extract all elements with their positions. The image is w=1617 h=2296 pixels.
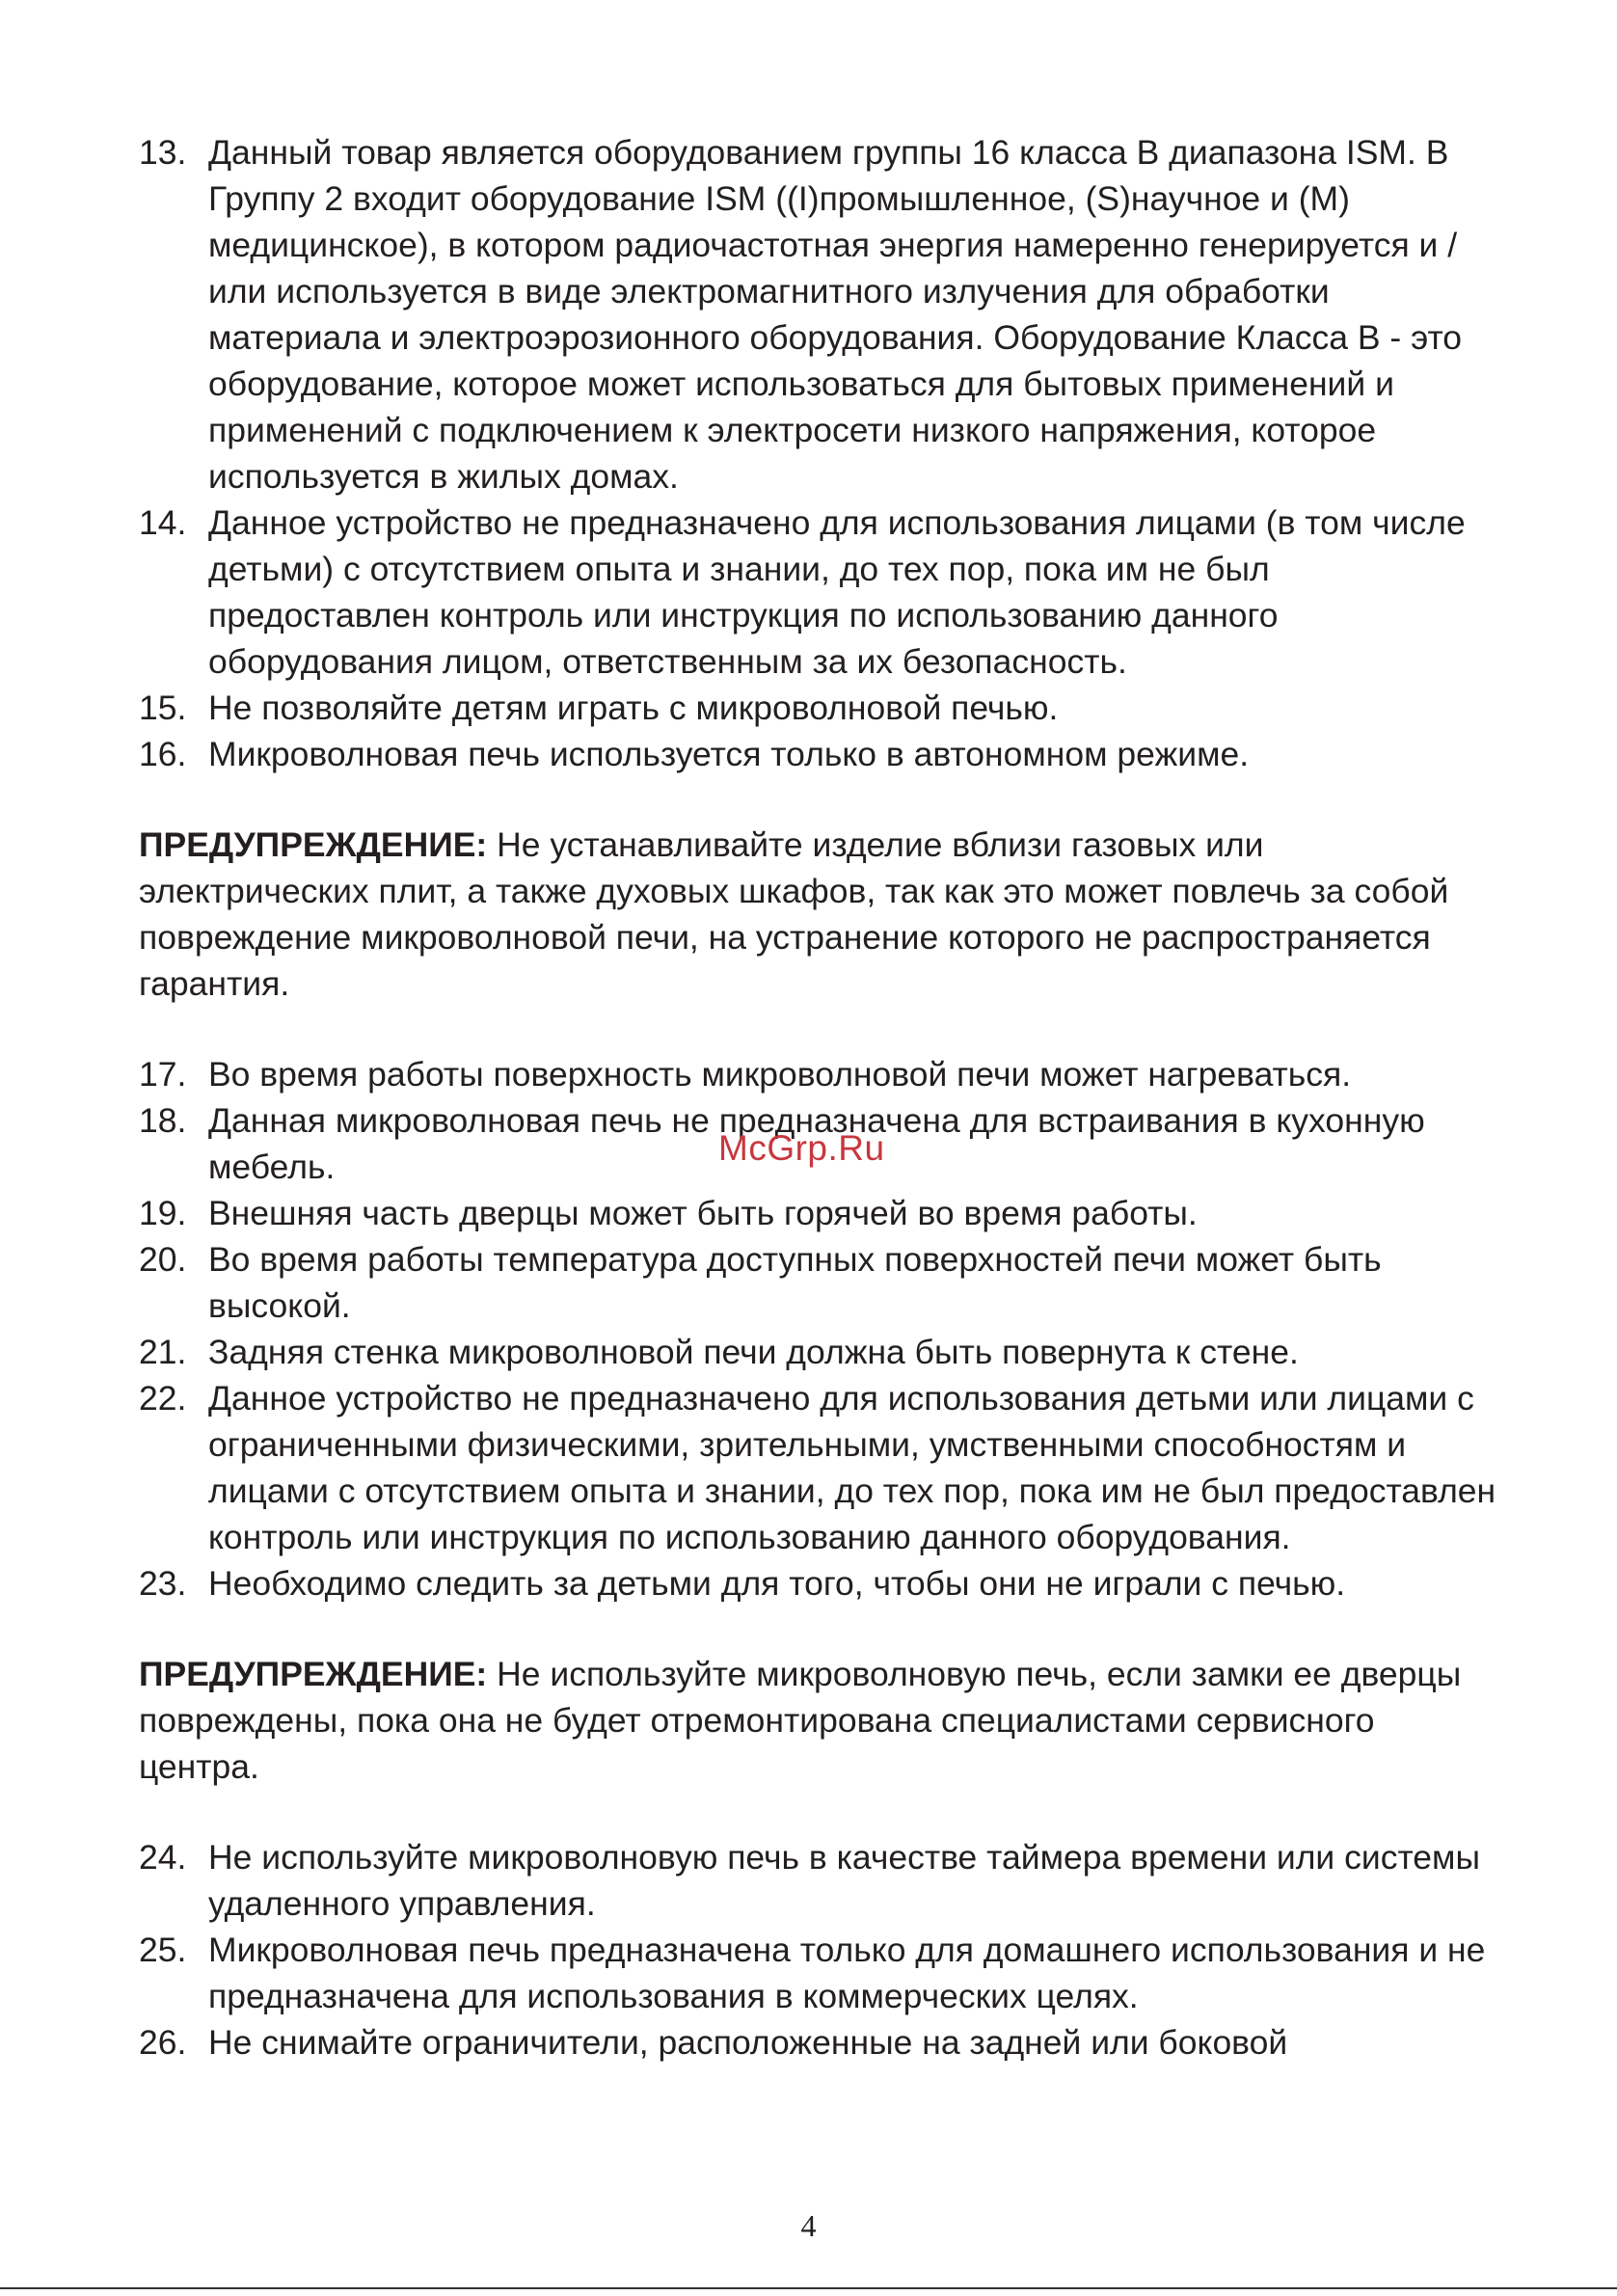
- item-text: Не используйте микроволновую печь в качестве таймера времени или системы удаленного управления.: [208, 1838, 1480, 1923]
- item-number: 24.: [139, 1838, 187, 1877]
- list-block-c: [139, 1834, 1498, 2066]
- list-item: [139, 1560, 1498, 1607]
- page-number: 4: [800, 2208, 817, 2243]
- watermark-text: McGrp.Ru: [718, 1128, 885, 1168]
- item-number: 15.: [139, 689, 187, 727]
- list-item: [139, 129, 1498, 500]
- list-item: [139, 1236, 1498, 1329]
- item-text: Не снимайте ограничители, расположенные на задней или боковой: [208, 2023, 1288, 2062]
- list-item: [139, 500, 1498, 685]
- page-content: [139, 129, 1498, 2066]
- warning-text: Не используйте микроволновую печь, если замки ее дверцы повреждены, пока она не будет отремонтирована специалистами сервисного центра.: [139, 1655, 1462, 1786]
- item-number: 20.: [139, 1240, 187, 1279]
- list-item: [139, 1375, 1498, 1560]
- list-item: [139, 1190, 1498, 1236]
- item-text: Задняя стенка микроволновой печи должна быть повернута к стене.: [208, 1333, 1299, 1371]
- item-text: Не позволяйте детям играть с микроволновой печью.: [208, 689, 1059, 727]
- item-number: 26.: [139, 2023, 187, 2062]
- list-item: [139, 2019, 1498, 2066]
- item-number: 19.: [139, 1194, 187, 1232]
- item-text: Во время работы температура доступных поверхностей печи может быть высокой.: [208, 1240, 1382, 1325]
- item-number: 13.: [139, 133, 187, 172]
- warning-label: ПРЕДУПРЕЖДЕНИЕ:: [139, 1655, 488, 1693]
- bottom-border: [0, 2287, 1617, 2289]
- warning-paragraph: [139, 1651, 1498, 1790]
- item-number: 21.: [139, 1333, 187, 1371]
- item-number: 18.: [139, 1101, 187, 1140]
- item-text: Микроволновая печь используется только в автономном режиме.: [208, 735, 1250, 773]
- item-number: 14.: [139, 503, 187, 542]
- item-text: Микроволновая печь предназначена только для домашнего использования и не предназначена для использования в коммерческих целях.: [208, 1931, 1486, 2015]
- list-block-a: [139, 129, 1498, 777]
- list-item: [139, 1927, 1498, 2019]
- warning-label: ПРЕДУПРЕЖДЕНИЕ:: [139, 825, 488, 864]
- item-number: 17.: [139, 1055, 187, 1094]
- item-number: 22.: [139, 1379, 187, 1418]
- item-text: Данная микроволновая печь не предназначена для встраивания в кухонную мебель.: [208, 1101, 1425, 1186]
- item-text: Данное устройство не предназначено для использования лицами (в том числе детьми) с отсутствием опыта и знании, до тех пор, пока им не был предоставлен контроль или инструкция по использованию данного оборудования лицом, ответственным за их безопасность.: [208, 503, 1466, 681]
- item-text: Необходимо следить за детьми для того, чтобы они не играли с печью.: [208, 1564, 1346, 1603]
- item-number: 16.: [139, 735, 187, 773]
- list-item: [139, 1051, 1498, 1097]
- item-text: Внешняя часть дверцы может быть горячей во время работы.: [208, 1194, 1198, 1232]
- item-text: Данный товар является оборудованием группы 16 класса В диапазона ISM. В Группу 2 входит оборудование ISM ((I)промышленное, (S)научное и (M) медицинское), в котором радиочастотная энергия намеренно генерируется и / или используется в виде электромагнитного излучения для обработки материала и электроэрозионного оборудования. Оборудование Класса В - это оборудование, которое может использоваться для бытовых применений и применений с подключением к электросети низкого напряжения, которое используется в жилых домах.: [208, 133, 1463, 496]
- list-item: [139, 685, 1498, 731]
- item-number: 25.: [139, 1931, 187, 1969]
- warning-text: Не устанавливайте изделие вблизи газовых или электрических плит, а также духовых шкафов, так как это может повлечь за собой повреждение микроволновой печи, на устранение которого не распространяется гарантия.: [139, 825, 1449, 1003]
- list-item: [139, 1329, 1498, 1375]
- item-number: 23.: [139, 1564, 187, 1603]
- item-text: Данное устройство не предназначено для использования детьми или лицами с ограниченными физическими, зрительными, умственными способностям и лицами с отсутствием опыта и знании, до тех пор, пока им не был предоставлен контроль или инструкция по использованию данного оборудования.: [208, 1379, 1496, 1556]
- list-item: [139, 1834, 1498, 1927]
- item-text: Во время работы поверхность микроволновой печи может нагреваться.: [208, 1055, 1352, 1094]
- warning-paragraph: [139, 822, 1498, 1007]
- list-item: [139, 731, 1498, 777]
